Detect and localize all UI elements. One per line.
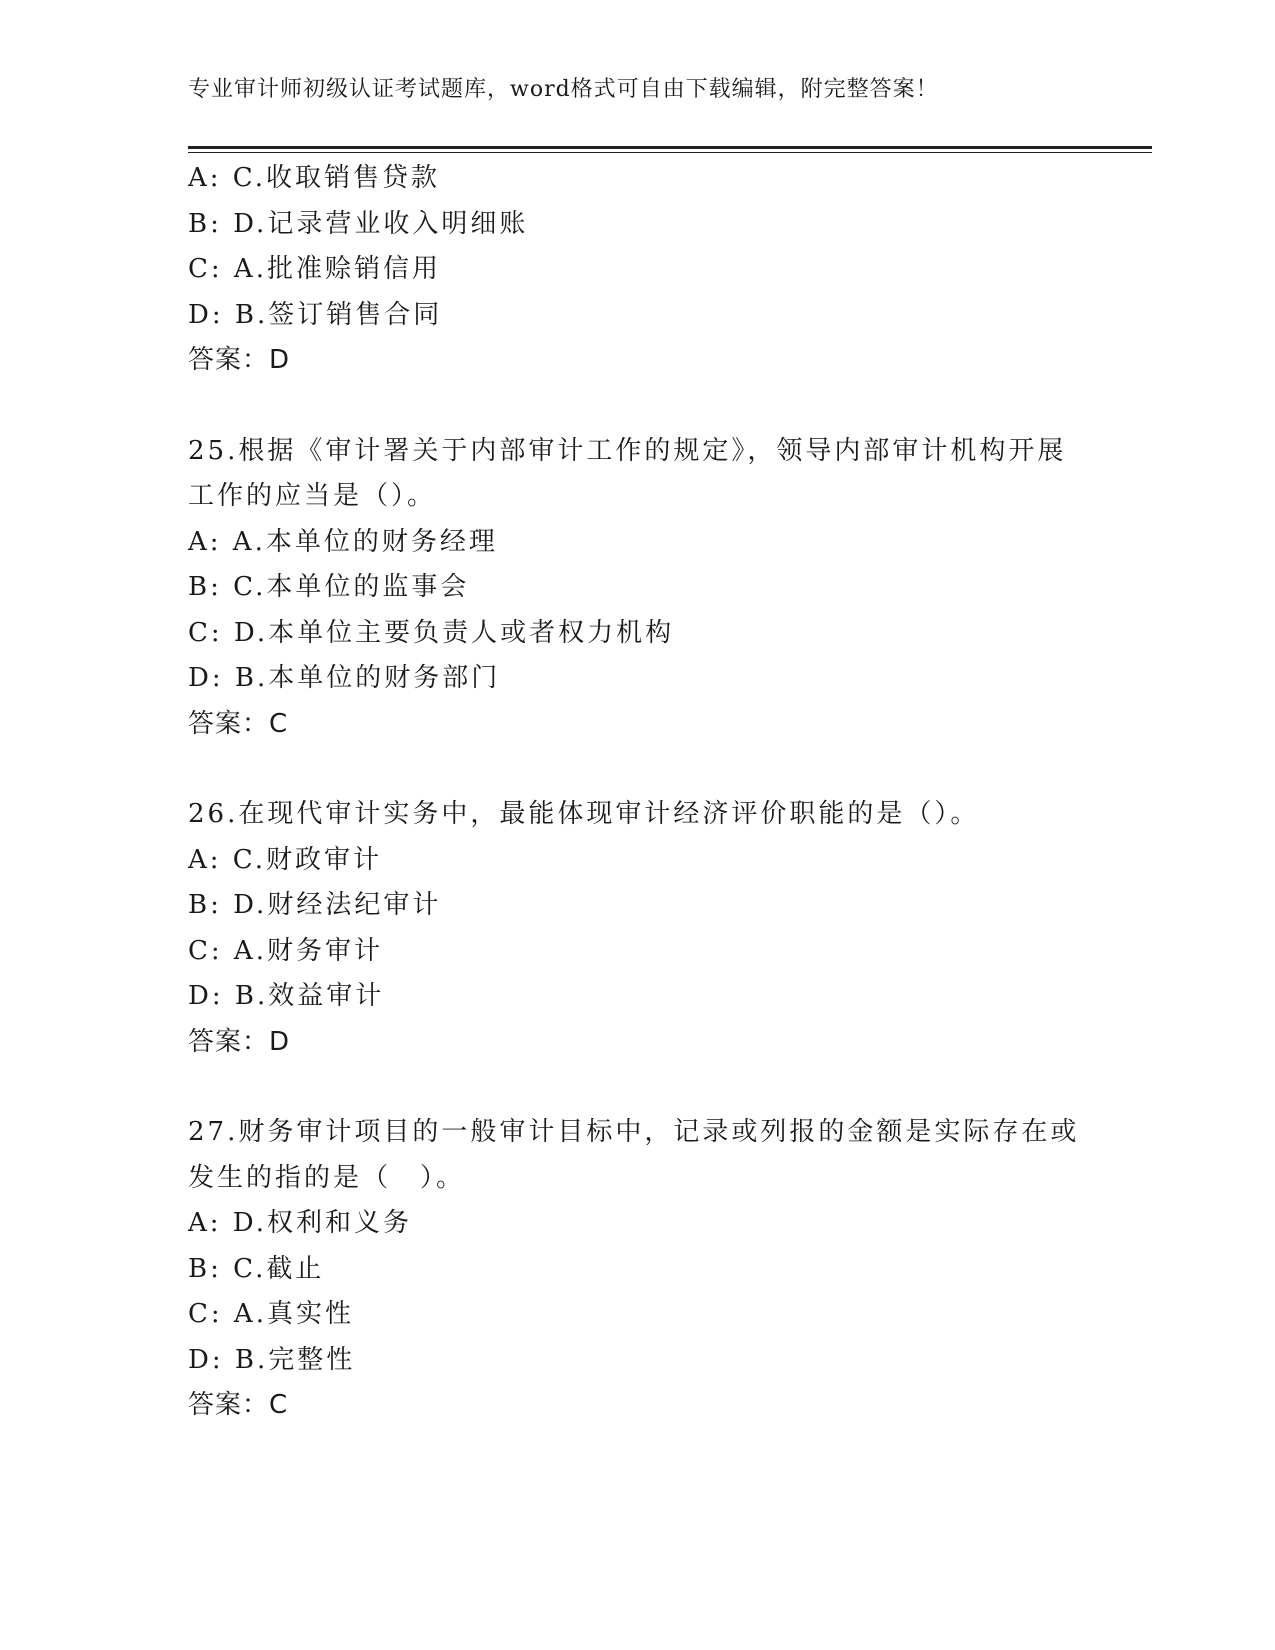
- option-b: B: C.本单位的监事会: [188, 572, 470, 602]
- option-a: A: C.财政审计: [188, 844, 383, 875]
- option-a: A: C.收取销售贷款: [188, 163, 441, 193]
- question-block-26: [188, 792, 1088, 1065]
- question-block-27: [188, 1110, 1088, 1429]
- option-a: A: D.权利和义务: [188, 1208, 412, 1238]
- option-c: C: D.本单位主要负责人或者权力机构: [188, 617, 675, 648]
- option-a: A: A.本单位的财务经理: [188, 526, 498, 557]
- header-rule-thin: [188, 152, 1152, 153]
- answer-line: 答案：C: [188, 1390, 289, 1420]
- answer-line: 答案：C: [188, 708, 289, 739]
- page-header: 专业审计师初级认证考试题库，word格式可自由下载编辑，附完整答案！: [188, 77, 939, 102]
- option-d: D: B.本单位的财务部门: [188, 663, 501, 693]
- answer-line: 答案：D: [188, 345, 291, 375]
- option-b: B: D.记录营业收入明细账: [188, 208, 529, 239]
- question-block-25: [188, 429, 1088, 748]
- question-stem-line: 27.财务审计项目的一般审计目标中，记录或列报的金额是实际存在或: [188, 1117, 1080, 1147]
- header-rule-thick: [188, 146, 1152, 149]
- option-d: D: B.效益审计: [188, 981, 385, 1011]
- option-b: B: C.截止: [188, 1253, 325, 1284]
- option-d: D: B.完整性: [188, 1344, 356, 1375]
- question-stem-line: 26.在现代审计实务中，最能体现审计经济评价职能的是（）。: [188, 799, 980, 829]
- question-block-24: [188, 156, 1088, 384]
- question-content: [188, 156, 1088, 1429]
- question-stem-line: 25.根据《审计署关于内部审计工作的规定》，领导内部审计机构开展: [188, 435, 1067, 466]
- option-b: B: D.财经法纪审计: [188, 890, 442, 920]
- answer-line: 答案：D: [188, 1026, 291, 1057]
- option-c: C: A.财务审计: [188, 935, 383, 966]
- option-c: C: A.批准赊销信用: [188, 254, 441, 284]
- option-c: C: A.真实性: [188, 1299, 354, 1329]
- question-stem-line: 发生的指的是（ ）。: [188, 1162, 466, 1193]
- question-stem-line: 工作的应当是（）。: [188, 481, 437, 511]
- option-d: D: B.签订销售合同: [188, 299, 443, 330]
